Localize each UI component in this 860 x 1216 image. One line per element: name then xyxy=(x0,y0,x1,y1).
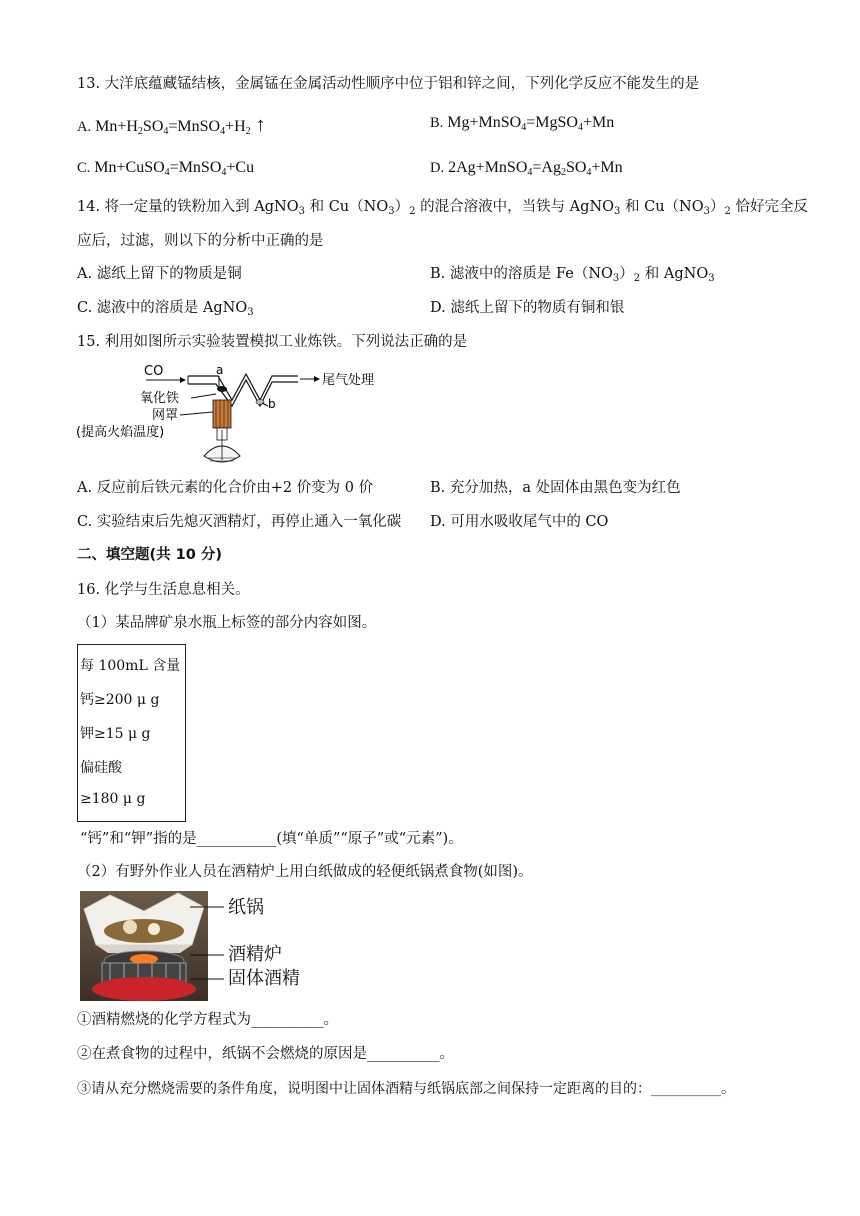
q15-option-d: D. 可用水吸收尾气中的 CO xyxy=(430,514,609,530)
q13-option-d: D. $2Ag+MnSO_4=Ag_2SO_4+Mn$ xyxy=(430,159,623,178)
paper-pot-label: 纸锅 xyxy=(228,897,264,918)
iron-oxide-label: 氧化铁 xyxy=(140,391,180,406)
q14-stem-line2: 应后，过滤，则以下的分析中正确的是 xyxy=(77,233,324,249)
label-line: 偏硅酸 xyxy=(80,760,122,776)
section-heading: 二、填空题(共 10 分) xyxy=(77,547,223,563)
q16-part2: （2）有野外作业人员在酒精炉上用白纸做成的轻便纸锅煮食物(如图)。 xyxy=(77,864,533,880)
q14-stem-line1: 14. 将一定量的铁粉加入到 AgNO$_3$ 和 $Cu(NO_3)_2$ 的混合溶液中，当铁与 AgNO$_3$ 和 $Cu(NO_3)_2$ 恰好完全反 xyxy=(77,199,808,217)
iron-oxide-sample xyxy=(217,386,227,392)
q14-option-c: C. 滤液中的溶质是 AgNO$_3$ xyxy=(77,300,254,318)
label-line: 钾≥15 μ g xyxy=(80,726,151,742)
q13-option-c: C. Mn+CuSO$_4$=MnSO$_4$+Cu xyxy=(77,159,255,178)
q16-part1: （1）某品牌矿泉水瓶上标签的部分内容如图。 xyxy=(77,615,377,631)
q15-option-b: B. 充分加热，a 处固体由黑色变为红色 xyxy=(430,480,681,496)
q13-option-a: A. $Mn+H_2SO_4=MnSO_4+H_2$ ↑ xyxy=(77,114,266,137)
label-line: 每 100mL 含量 xyxy=(80,658,181,674)
q14-option-d: D. 滤纸上留下的物质有铜和银 xyxy=(430,300,625,316)
q16-sub3: ③请从充分燃烧需要的条件角度，说明图中让固体酒精与纸锅底部之间保持一定距离的目的：__________。 xyxy=(77,1081,735,1097)
q13-stem: 13. 大洋底蕴藏锰结核，金属锰在金属活动性顺序中位于铝和锌之间，下列化学反应不能发生的是 xyxy=(77,76,700,92)
q16-stem: 16. 化学与生活息息相关。 xyxy=(77,582,250,598)
q15-option-a: A. 反应前后铁元素的化合价由+2 价变为 0 价 xyxy=(77,480,374,496)
mesh-label: 网罩 xyxy=(152,408,179,423)
option-letter: D. xyxy=(430,160,445,176)
q16-sub1: ①酒精燃烧的化学方程式为__________。 xyxy=(77,1012,338,1028)
q15-option-c: C. 实验结束后先熄灭酒精灯，再停止通入一氧化碳 xyxy=(77,514,402,530)
point-a-label: a xyxy=(216,363,224,377)
q16-sub2: ②在煮食物的过程中，纸锅不会燃烧的原因是__________。 xyxy=(77,1046,454,1062)
q14-option-b: B. 滤液中的溶质是 $Fe(NO_3)_2$ 和 AgNO$_3$ xyxy=(430,266,715,284)
q13-option-b: B. Mg+MnSO$_4$=MgSO$_4$+Mn xyxy=(430,114,615,133)
solid-alcohol-label: 固体酒精 xyxy=(228,968,300,989)
alcohol-stove-label: 酒精炉 xyxy=(228,944,282,965)
ironmaking-apparatus-figure xyxy=(76,360,396,472)
mineral-water-label xyxy=(77,644,186,822)
tail-gas-label: 尾气处理 xyxy=(322,373,375,388)
option-letter: C. xyxy=(77,160,91,176)
paper-pot-photo xyxy=(80,891,208,1001)
label-line: ≥180 μ g xyxy=(80,791,146,807)
label-line: 钙≥200 μ g xyxy=(80,692,160,708)
q16-blank1: “钙”和“钾”指的是___________(填“单质”“原子”或“元素”)。 xyxy=(80,831,463,847)
option-letter: A. xyxy=(77,119,92,135)
co-label: CO xyxy=(144,364,164,379)
option-letter: B. xyxy=(430,115,444,131)
q14-option-a: A. 滤纸上留下的物质是铜 xyxy=(77,266,242,282)
point-b-label: b xyxy=(268,397,276,411)
raise-temp-label: (提高火焰温度) xyxy=(76,425,165,440)
q15-stem: 15. 利用如图所示实验装置模拟工业炼铁。下列说法正确的是 xyxy=(77,334,468,350)
